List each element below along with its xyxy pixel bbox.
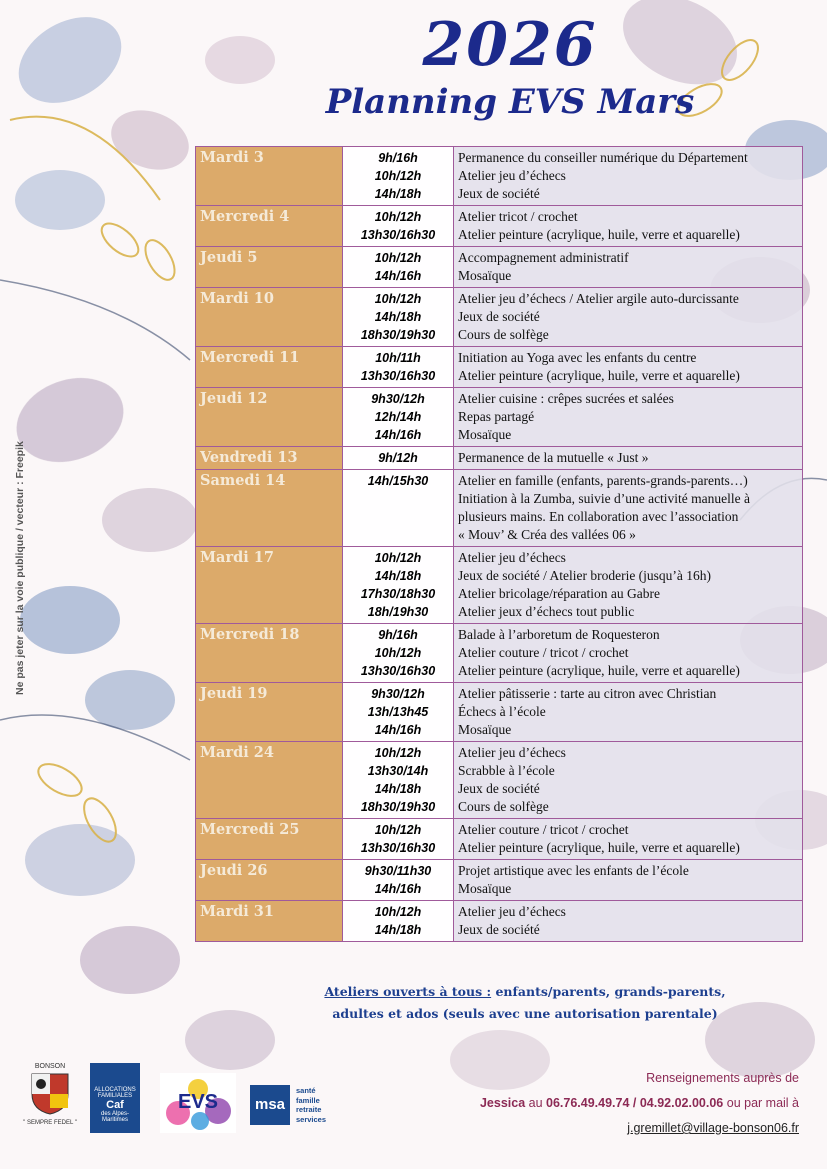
day-label: Jeudi 12 [196, 388, 343, 447]
activities [454, 206, 803, 247]
day-label: Jeudi 26 [196, 860, 343, 901]
activity-line: Atelier peinture (acrylique, huile, verre et aquarelle) [458, 840, 740, 855]
time-slots [343, 147, 454, 206]
activity-line: Mosaïque [458, 722, 512, 737]
title-main: Planning EVS Mars [325, 82, 695, 122]
contact-name: Jessica [479, 1096, 526, 1110]
activity-line: Atelier tricot / crochet [458, 209, 578, 224]
open-workshops-note [270, 981, 780, 1025]
schedule-row [196, 247, 803, 288]
time-slot: 10h/12h [374, 646, 422, 660]
time-slot: 14h/16h [374, 428, 422, 442]
activity-line: plusieurs mains. En collaboration avec l’association [458, 509, 739, 524]
disposal-note: Ne pas jeter sur la voie publique / vecteur : Freepik [14, 441, 26, 695]
schedule-row [196, 624, 803, 683]
contact-phone-line: Jessica au 06.76.49.49.74 / 04.92.02.00.06 ou par mail à [479, 1096, 799, 1110]
time-slots [343, 288, 454, 347]
day-label: Mardi 10 [196, 288, 343, 347]
title-year: 2026 [422, 10, 598, 80]
time-slot: 9h30/12h [371, 392, 425, 406]
activities [454, 347, 803, 388]
day-label: Mardi 17 [196, 547, 343, 624]
time-slot: 10h/12h [374, 169, 422, 183]
activities [454, 470, 803, 547]
activities [454, 247, 803, 288]
activity-line: Atelier jeux d’échecs tout public [458, 604, 635, 619]
contact-phones: 06.76.49.49.74 / 04.92.02.00.06 [546, 1096, 724, 1110]
time-slot: 14h/16h [374, 882, 422, 896]
day-label: Mercredi 25 [196, 819, 343, 860]
day-label: Mardi 31 [196, 901, 343, 942]
schedule-row [196, 683, 803, 742]
activity-line: Mosaïque [458, 881, 512, 896]
schedule-row [196, 447, 803, 470]
activity-line: Mosaïque [458, 427, 512, 442]
msa-logo: msa santé famille retraite services [250, 1085, 336, 1125]
time-slot: 10h/12h [374, 746, 422, 760]
time-slot: 10h/12h [374, 251, 422, 265]
time-slot: 9h/16h [378, 628, 418, 642]
schedule-row [196, 347, 803, 388]
activity-line: Permanence du conseiller numérique du Département [458, 150, 748, 165]
time-slot: 10h/11h [375, 351, 421, 365]
activity-line: Jeux de société [458, 309, 540, 324]
time-slot: 13h30/16h30 [360, 664, 436, 678]
time-slot: 14h/18h [374, 569, 422, 583]
contact-info [480, 1066, 799, 1141]
schedule-row [196, 901, 803, 942]
time-slot: 14h/18h [374, 782, 422, 796]
time-slot: 14h/18h [374, 187, 422, 201]
time-slots [343, 347, 454, 388]
time-slots [343, 742, 454, 819]
time-slot: 9h/16h [378, 151, 418, 165]
schedule-row [196, 206, 803, 247]
time-slots [343, 247, 454, 288]
open-note-line2: adultes et ados (seuls avec une autorisation parentale) [332, 1006, 718, 1021]
activity-line: Balade à l’arboretum de Roquesteron [458, 627, 660, 642]
activity-line: Permanence de la mutuelle « Just » [458, 450, 649, 465]
activity-line: Atelier jeu d’échecs [458, 168, 566, 183]
day-label: Jeudi 5 [196, 247, 343, 288]
activity-line: Atelier peinture (acrylique, huile, verre et aquarelle) [458, 368, 740, 383]
time-slot: 10h/12h [374, 292, 422, 306]
activities [454, 742, 803, 819]
time-slot: 12h/14h [374, 410, 422, 424]
time-slots [343, 860, 454, 901]
activity-line: Scrabble à l’école [458, 763, 555, 778]
day-label: Samedi 14 [196, 470, 343, 547]
activities [454, 683, 803, 742]
activity-line: Atelier jeu d’échecs [458, 745, 566, 760]
activity-line: Atelier bricolage/réparation au Gabre [458, 586, 661, 601]
activity-line: Atelier pâtisserie : tarte au citron avec Christian [458, 686, 717, 701]
activity-line: Projet artistique avec les enfants de l’école [458, 863, 689, 878]
open-note-lead: Ateliers ouverts à tous : [324, 984, 492, 999]
time-slot: 14h/15h30 [367, 474, 429, 488]
time-slot: 14h/16h [374, 723, 422, 737]
time-slot: 13h30/16h30 [360, 369, 436, 383]
bonson-logo: BONSON " SEMPRE FEDEL " [20, 1063, 80, 1126]
schedule-row [196, 147, 803, 206]
activities [454, 447, 803, 470]
activities [454, 288, 803, 347]
schedule-row [196, 742, 803, 819]
day-label: Vendredi 13 [196, 447, 343, 470]
time-slots [343, 470, 454, 547]
open-note-line1: enfants/parents, grands-parents, [491, 984, 726, 999]
activity-line: Échecs à l’école [458, 704, 546, 719]
time-slot: 17h30/18h30 [360, 587, 436, 601]
activity-line: Jeux de société [458, 186, 540, 201]
day-label: Mercredi 11 [196, 347, 343, 388]
day-label: Mardi 24 [196, 742, 343, 819]
bonson-shield-icon [20, 1070, 80, 1116]
time-slots [343, 388, 454, 447]
time-slot: 10h/12h [374, 823, 422, 837]
activity-line: Cours de solfège [458, 799, 549, 814]
time-slot: 18h30/19h30 [360, 328, 436, 342]
time-slots [343, 447, 454, 470]
time-slot: 14h/16h [374, 269, 422, 283]
time-slot: 13h30/14h [367, 764, 429, 778]
activity-line: Atelier couture / tricot / crochet [458, 645, 629, 660]
day-label: Mardi 3 [196, 147, 343, 206]
activity-line: Jeux de société / Atelier broderie (jusqu’à 16h) [458, 568, 712, 583]
time-slots [343, 624, 454, 683]
time-slots [343, 683, 454, 742]
time-slot: 9h/12h [378, 451, 418, 465]
contact-heading: Renseignements auprès de [646, 1071, 799, 1085]
schedule-row [196, 547, 803, 624]
activity-line: « Mouv’ & Créa des vallées 06 » [458, 527, 636, 542]
activities [454, 819, 803, 860]
activity-line: Atelier cuisine : crêpes sucrées et salées [458, 391, 674, 406]
activity-line: Jeux de société [458, 922, 540, 937]
activities [454, 860, 803, 901]
activity-line: Atelier couture / tricot / crochet [458, 822, 629, 837]
time-slot: 10h/12h [374, 905, 422, 919]
time-slot: 14h/18h [374, 923, 422, 937]
activity-line: Atelier jeu d’échecs [458, 550, 566, 565]
time-slot: 9h30/11h30 [364, 864, 432, 878]
time-slot: 13h/13h45 [367, 705, 429, 719]
time-slot: 10h/12h [374, 210, 422, 224]
day-label: Mercredi 18 [196, 624, 343, 683]
schedule-row [196, 288, 803, 347]
caf-logo: ALLOCATIONS FAMILIALES Caf des Alpes- Maritimes [90, 1063, 140, 1133]
activity-line: Cours de solfège [458, 327, 549, 342]
time-slots [343, 206, 454, 247]
activities [454, 547, 803, 624]
activities [454, 388, 803, 447]
time-slot: 18h/19h30 [367, 605, 429, 619]
contact-email-link[interactable]: j.gremillet@village-bonson06.fr [627, 1121, 799, 1135]
schedule-table [195, 146, 803, 942]
evs-logo: EVS [160, 1073, 236, 1133]
time-slot: 9h30/12h [371, 687, 425, 701]
time-slot: 10h/12h [374, 551, 422, 565]
time-slots [343, 901, 454, 942]
activity-line: Atelier jeu d’échecs / Atelier argile auto-durcissante [458, 291, 739, 306]
activity-line: Repas partagé [458, 409, 535, 424]
time-slots [343, 819, 454, 860]
schedule-row [196, 470, 803, 547]
schedule-row [196, 388, 803, 447]
activity-line: Accompagnement administratif [458, 250, 629, 265]
activity-line: Atelier jeu d’échecs [458, 904, 566, 919]
time-slot: 13h30/16h30 [360, 841, 436, 855]
activity-line: Initiation au Yoga avec les enfants du centre [458, 350, 697, 365]
day-label: Mercredi 4 [196, 206, 343, 247]
activities [454, 147, 803, 206]
time-slot: 18h30/19h30 [360, 800, 436, 814]
activities [454, 901, 803, 942]
time-slot: 14h/18h [374, 310, 422, 324]
activities [454, 624, 803, 683]
day-label: Jeudi 19 [196, 683, 343, 742]
activity-line: Initiation à la Zumba, suivie d’une activité manuelle à [458, 491, 751, 506]
activity-line: Jeux de société [458, 781, 540, 796]
schedule-row [196, 819, 803, 860]
activity-line: Mosaïque [458, 268, 512, 283]
time-slots [343, 547, 454, 624]
activity-line: Atelier en famille (enfants, parents-grands-parents…) [458, 473, 748, 488]
activity-line: Atelier peinture (acrylique, huile, verre et aquarelle) [458, 227, 740, 242]
activity-line: Atelier peinture (acrylique, huile, verre et aquarelle) [458, 663, 740, 678]
schedule-row [196, 860, 803, 901]
time-slot: 13h30/16h30 [360, 228, 436, 242]
